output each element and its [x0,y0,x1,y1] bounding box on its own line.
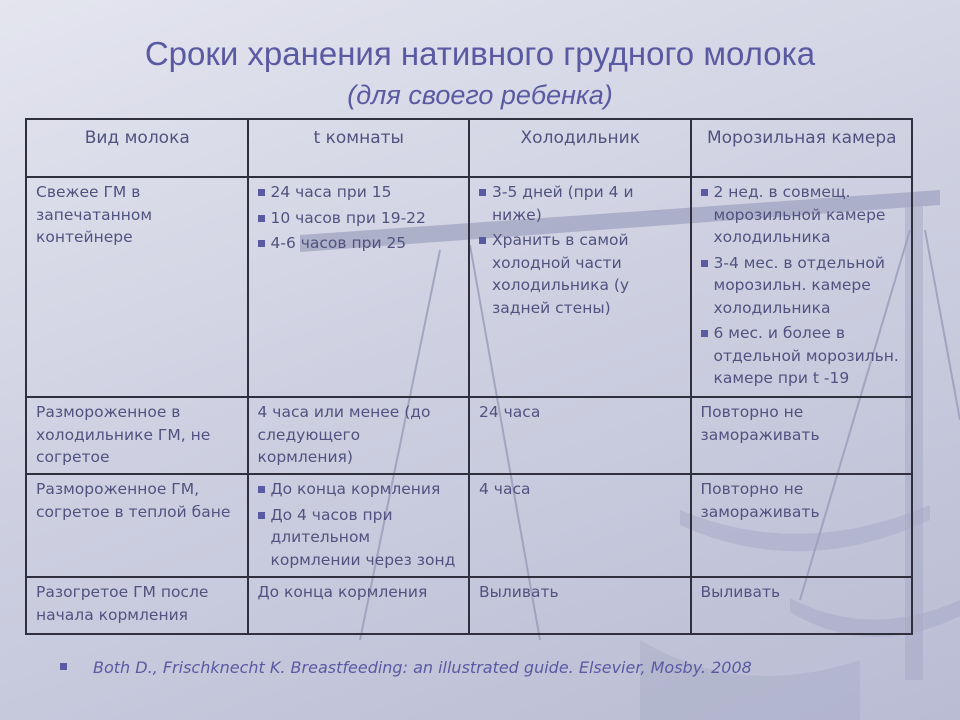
list-item: 10 часов при 19-22 [258,207,461,230]
table-header-row [26,119,912,177]
cell-room-temp: 4 часа или менее (до следующего кормления) [248,397,470,474]
list-item: 3-5 дней (при 4 и ниже) [479,181,682,226]
bullet-icon [60,663,67,670]
cell-room-temp [248,474,470,577]
cell-milk-type: Размороженное в холодильнике ГМ, не согретое [26,397,248,474]
cell-milk-type: Разогретое ГМ после начала кормления [26,577,248,634]
list-item: 24 часа при 15 [258,181,461,204]
cell-fridge: Выливать [469,577,691,634]
bullet-icon [258,189,265,196]
column-header-milk-type: Вид молока [26,119,248,177]
list-item: 4-6 часов при 25 [258,232,461,255]
reference-citation: Both D., Frischknecht K. Breastfeeding: an illustrated guide. Elsevier, Mosby. 2008 [60,656,920,680]
column-header-freezer: Морозильная камера [691,119,913,177]
bullet-icon [701,189,708,196]
column-header-fridge: Холодильник [469,119,691,177]
bullet-icon [701,330,708,337]
table-row [26,177,912,397]
bullet-icon [258,240,265,247]
page-subtitle: (для своего ребенка) [347,80,613,110]
column-header-room-temp: t комнаты [248,119,470,177]
bullet-icon [479,189,486,196]
page-title: Сроки хранения нативного грудного молока [144,35,816,72]
bullet-icon [258,215,265,222]
table-row [26,577,912,634]
cell-room-temp: До конца кормления [248,577,470,634]
storage-table [25,118,913,635]
bullet-icon [258,486,265,493]
cell-room-temp [248,177,470,397]
bullet-icon [258,512,265,519]
cell-fridge: 24 часа [469,397,691,474]
bullet-icon [479,237,486,244]
list-item: 6 мес. и более в отдельной морозильн. камере при t -19 [701,322,904,390]
table-row [26,474,912,577]
cell-freezer: Повторно не замораживать [691,397,913,474]
list-item: До 4 часов при длительном кормлении через зонд [258,504,461,572]
list-item: До конца кормления [258,478,461,501]
cell-freezer [691,177,913,397]
list-item: 2 нед. в совмещ. морозильной камере холодильника [701,181,904,249]
cell-milk-type: Свежее ГМ в запечатанном контейнере [26,177,248,397]
cell-milk-type: Размороженное ГМ, согретое в теплой бане [26,474,248,577]
table-row [26,397,912,474]
list-item: Хранить в самой холодной части холодильника (у задней стены) [479,229,682,319]
bullet-icon [701,260,708,267]
cell-freezer: Выливать [691,577,913,634]
cell-fridge [469,177,691,397]
list-item: 3-4 мес. в отдельной морозильн. камере холодильника [701,252,904,320]
cell-fridge: 4 часа [469,474,691,577]
cell-freezer: Повторно не замораживать [691,474,913,577]
